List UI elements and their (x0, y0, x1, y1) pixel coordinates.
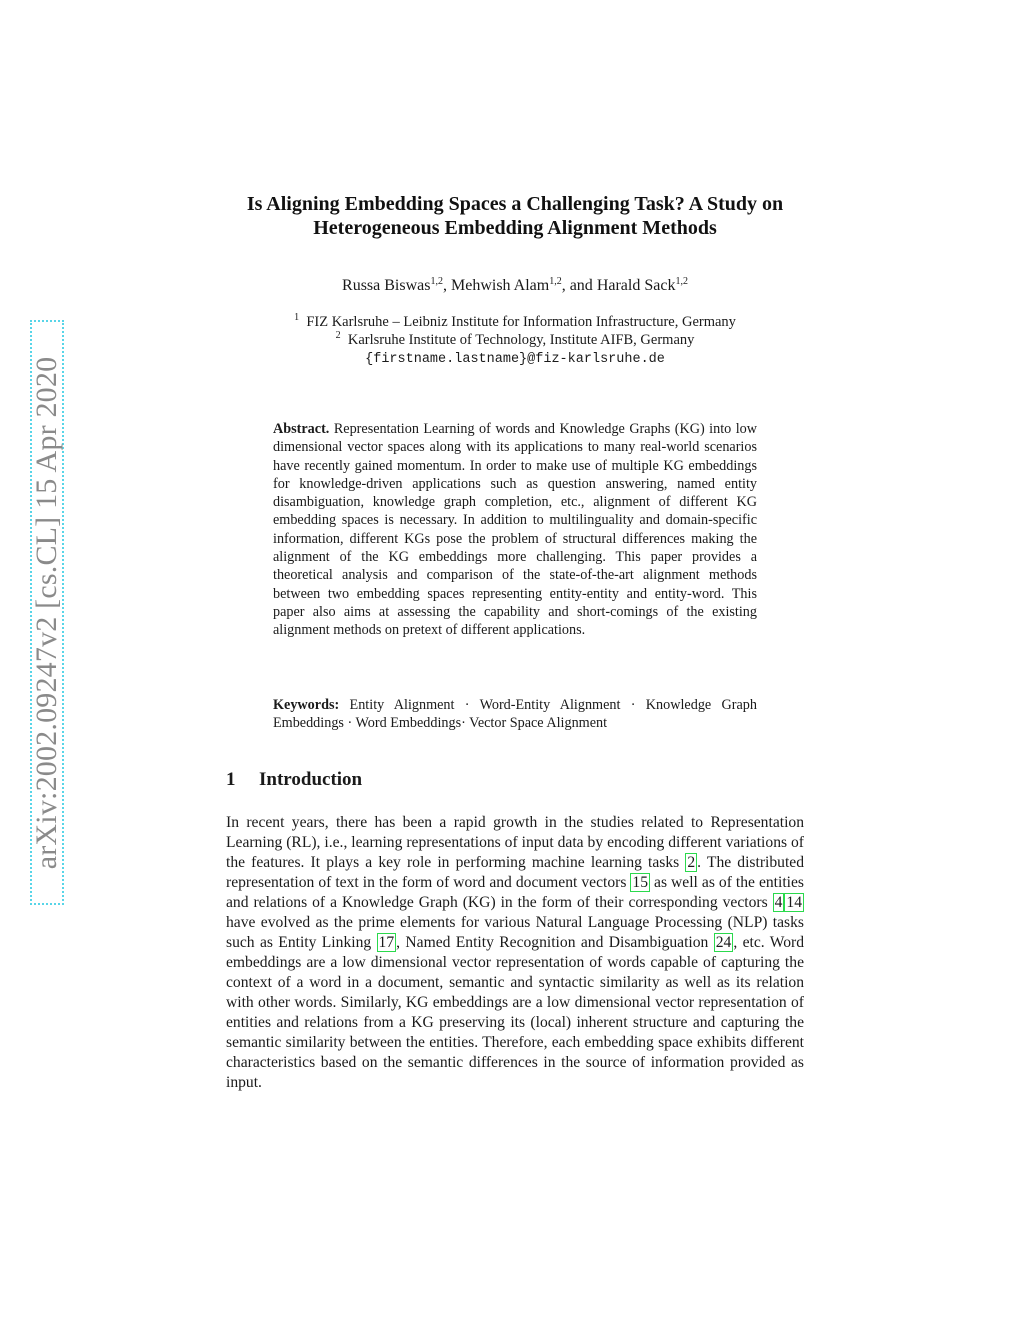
citation-link[interactable]: 4 (774, 894, 783, 911)
citation-link[interactable]: 15 (632, 874, 649, 891)
author-separator: , and (561, 277, 597, 294)
author-affiliation-mark: 1,2 (549, 276, 562, 287)
author-affiliation-mark: 1,2 (675, 276, 688, 287)
intro-text: In recent years, there has been a rapid growth in the studies related to Representation Learning (RL), i.e., learning representations of input data by encoding different variations of the features. It plays a key role in performing machine learning tasks (226, 814, 804, 871)
author-name: Mehwish Alam (450, 277, 550, 294)
intro-text: as well as of the entities and relations of a Knowledge Graph (KG) in the form of their corresponding vectors (226, 874, 805, 911)
arxiv-identifier: arXiv:2002.09247v2 [cs.CL] 15 Apr 2020 (30, 356, 63, 869)
author-affiliation-mark: 1,2 (430, 276, 443, 287)
keywords (273, 696, 757, 733)
author-list (200, 276, 830, 296)
citation-link[interactable]: 17 (378, 934, 395, 951)
section-title: Introduction (259, 769, 363, 790)
paper-title: Is Aligning Embedding Spaces a Challenging Task? A Study on Heterogeneous Embedding Alignment Methods (246, 193, 784, 239)
arxiv-stamp (30, 320, 64, 905)
affiliation-mark: 2 (335, 330, 341, 341)
affiliation-1 (200, 313, 830, 331)
author-name: Harald Sack (596, 277, 676, 294)
citation-link[interactable]: 2 (687, 854, 696, 871)
keywords-text: Entity Alignment · Word-Entity Alignment · Knowledge Graph Embeddings · Word Embeddings· Vector Space Alignment (273, 697, 757, 732)
abstract (273, 420, 757, 640)
affiliation-2 (200, 331, 830, 349)
section-number: 1 (226, 769, 236, 790)
intro-text: , Named Entity Recognition and Disambiguation (396, 934, 714, 951)
keywords-label: Keywords: (273, 697, 340, 713)
intro-text: . The distributed representation of text in the form of word and document vectors (226, 854, 804, 891)
citation-link[interactable]: 24 (715, 934, 732, 951)
affiliation-text: FIZ Karlsruhe – Leibniz Institute for Information Infrastructure, Germany (306, 314, 736, 330)
affiliation-text: Karlsruhe Institute of Technology, Institute AIFB, Germany (347, 332, 695, 348)
abstract-label: Abstract. (273, 421, 330, 437)
section-heading (226, 768, 362, 792)
introduction-paragraph (226, 813, 804, 1093)
author-separator: , (442, 277, 451, 294)
intro-text: , etc. Word embeddings are a low dimensional vector representation of words capable of capturing the context of a word in a document, semantic and syntactic similarity as well as its relation with other words. Similarly, KG embeddings are a low dimensional vector representation of entities and relations from a KG preserving its (local) inherent structure and capturing the semantic similarity between the entities. Therefore, each embedding space exhibits different characteristics based on the semantic differences in the source of information provided as input. (226, 934, 804, 1091)
citation-link[interactable]: 14 (786, 894, 802, 911)
abstract-text: Representation Learning of words and Knowledge Graphs (KG) into low dimensional vector spaces along with its applications to many real-world scenarios have recently gained momentum. In order to make use of multiple KG embeddings for knowledge-driven applications such as question answering, named entity disambiguation, knowledge graph completion, etc., alignment of different KG embedding spaces is necessary. In addition to multilinguality and domain-specific information, different KGs pose the problem of structural differences making the alignment of the KG embeddings more challenging. This paper provides a theoretical analysis and comparison of the state-of-the-art alignment methods between two embedding spaces representing entity-entity and entity-word. This paper also aims at assessing the capability and short-comings of the existing alignment methods on pretext of different applications. (273, 421, 757, 639)
intro-text: have evolved as the prime elements for various Natural Language Processing (NLP) tasks such as Entity Linking (226, 914, 804, 951)
author-name: Russa Biswas (342, 277, 431, 294)
author-email (200, 349, 830, 369)
email-text: {firstname.lastname}@fiz-karlsruhe.de (365, 352, 665, 367)
affiliation-mark: 1 (294, 312, 300, 323)
